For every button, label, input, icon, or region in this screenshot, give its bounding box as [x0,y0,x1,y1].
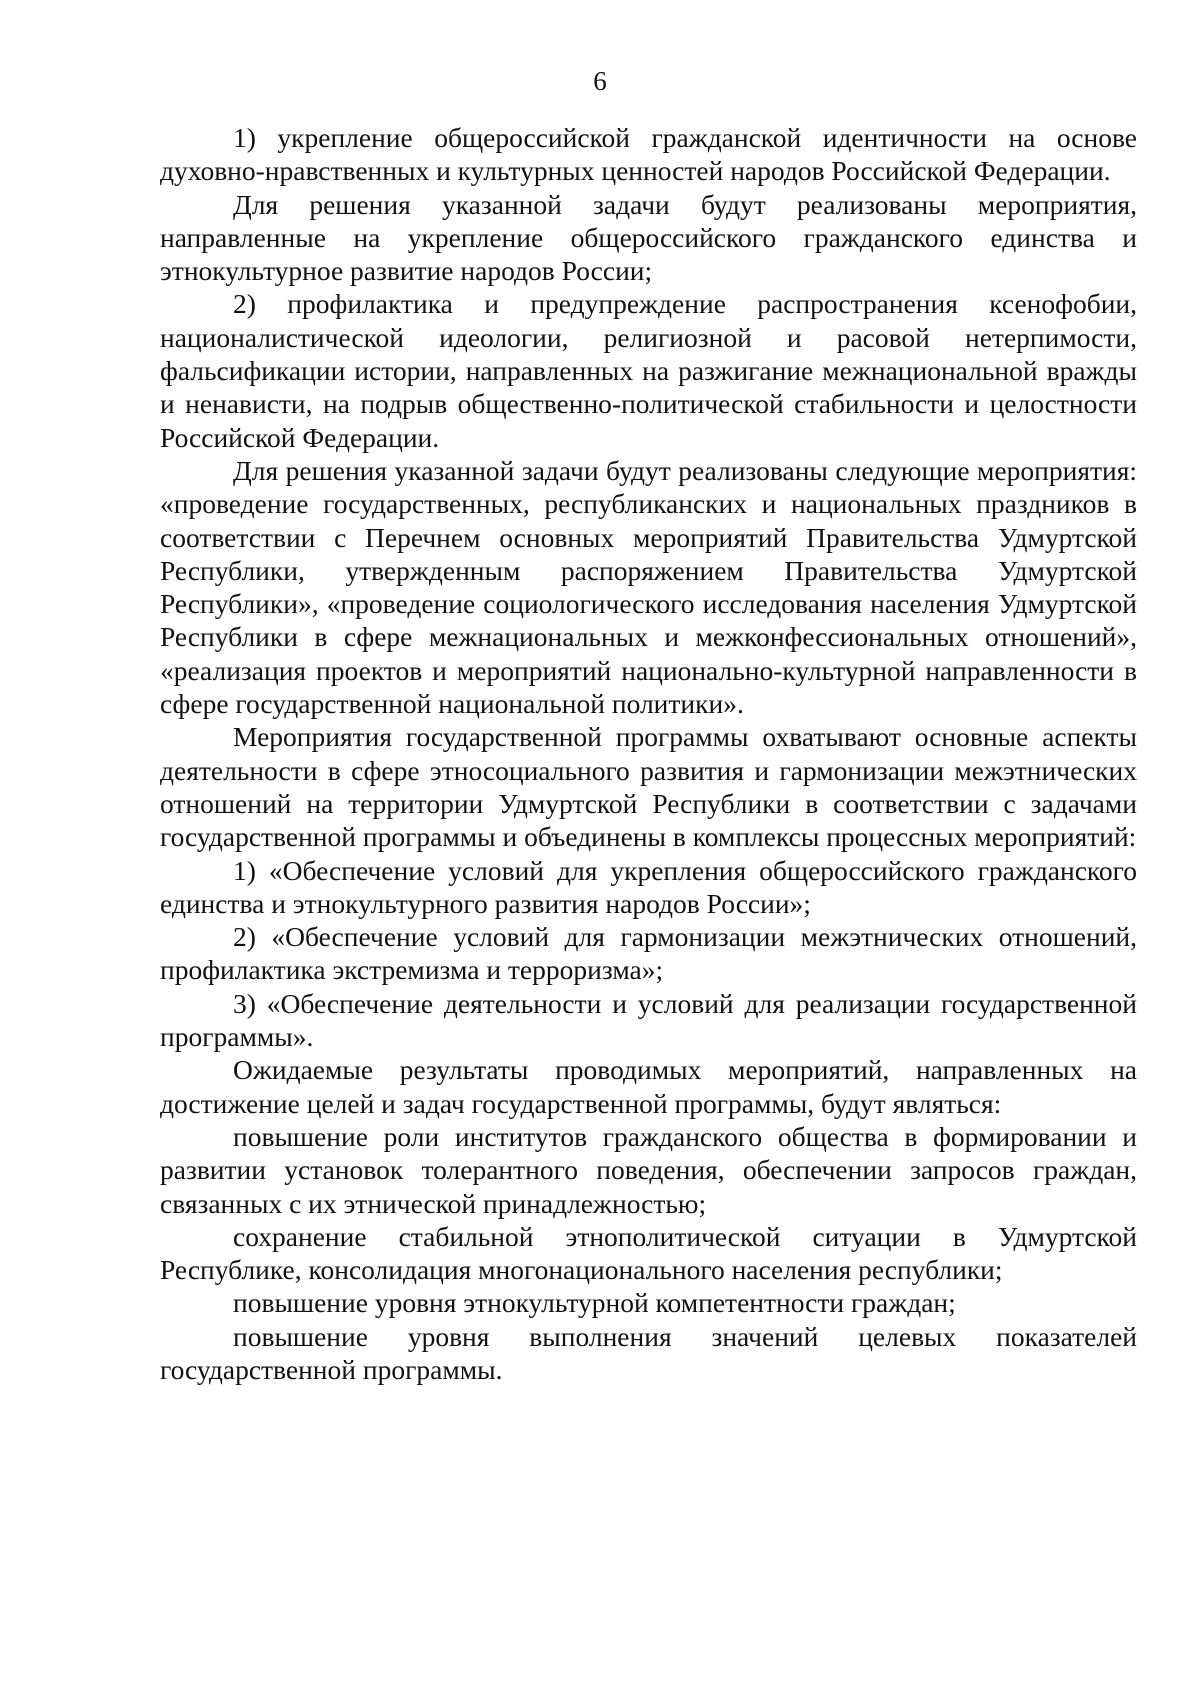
paragraph-complex-1: 1) «Обеспечение условий для укрепления общероссийского гражданского единства и этнокультурного развития народов России»; [160,854,1137,919]
paragraph-complex-3: 3) «Обеспечение деятельности и условий для реализации государственной программы». [160,987,1137,1053]
document-body [160,121,1137,1386]
paragraph-complex-2: 2) «Обеспечение условий для гармонизации межэтнических отношений, профилактика экстремизма и терроризма»; [160,921,1137,986]
paragraph-task-2: 2) профилактика и предупреждение распространения ксенофобии, националистической идеологии, религиозной и расовой нетерпимости, фальсификации истории, направленных на разжигание межнациональной вражды и ненависти, на подрыв общественно-политической стабильности и целостности Российской Федерации. [160,288,1137,453]
page-number: 6 [593,66,607,96]
paragraph-task-1-measures: Для решения указанной задачи будут реализованы мероприятия, направленные на укрепление общероссийского гражданского единства и этнокультурное развитие народов России; [160,188,1137,287]
paragraph-result-1: повышение роли институтов гражданского общества в формировании и развитии установок толерантного поведения, обеспечении запросов граждан, связанных с их этнической принадлежностью; [160,1120,1137,1219]
paragraph-result-3: повышение уровня этнокультурной компетентности граждан; [233,1287,956,1319]
paragraph-result-4: повышение уровня выполнения значений целевых показателей государственной программы. [160,1320,1137,1385]
paragraph-task-2-measures: Для решения указанной задачи будут реализованы следующие мероприятия: «проведение государственных, республиканских и национальных праздников в соответствии с Перечнем основных мероприятий Правительства Удмуртской Республики, утвержденным распоряжением Правительства Удмуртской Республики», «проведение социологического исследования населения Удмуртской Республики в сфере межнациональных и межконфессиональных отношений», «реализация проектов и мероприятий национально-культурной направленности в сфере государственной национальной политики». [160,454,1137,720]
paragraph-task-1: 1) укрепление общероссийской гражданской идентичности на основе духовно-нравственных и культурных ценностей народов Российской Федерации. [160,122,1137,187]
paragraph-program-measures: Мероприятия государственной программы охватывают основные аспекты деятельности в сфере этносоциального развития и гармонизации межэтнических отношений на территории Удмуртской Республики в соответствии с задачами государственной программы и объединены в комплексы процессных мероприятий: [160,721,1137,853]
paragraph-expected-results: Ожидаемые результаты проводимых мероприятий, направленных на достижение целей и задач государственной программы, будут являться: [160,1054,1137,1119]
paragraph-result-2: сохранение стабильной этнополитической ситуации в Удмуртской Республике, консолидация многонационального населения республики; [160,1220,1137,1286]
